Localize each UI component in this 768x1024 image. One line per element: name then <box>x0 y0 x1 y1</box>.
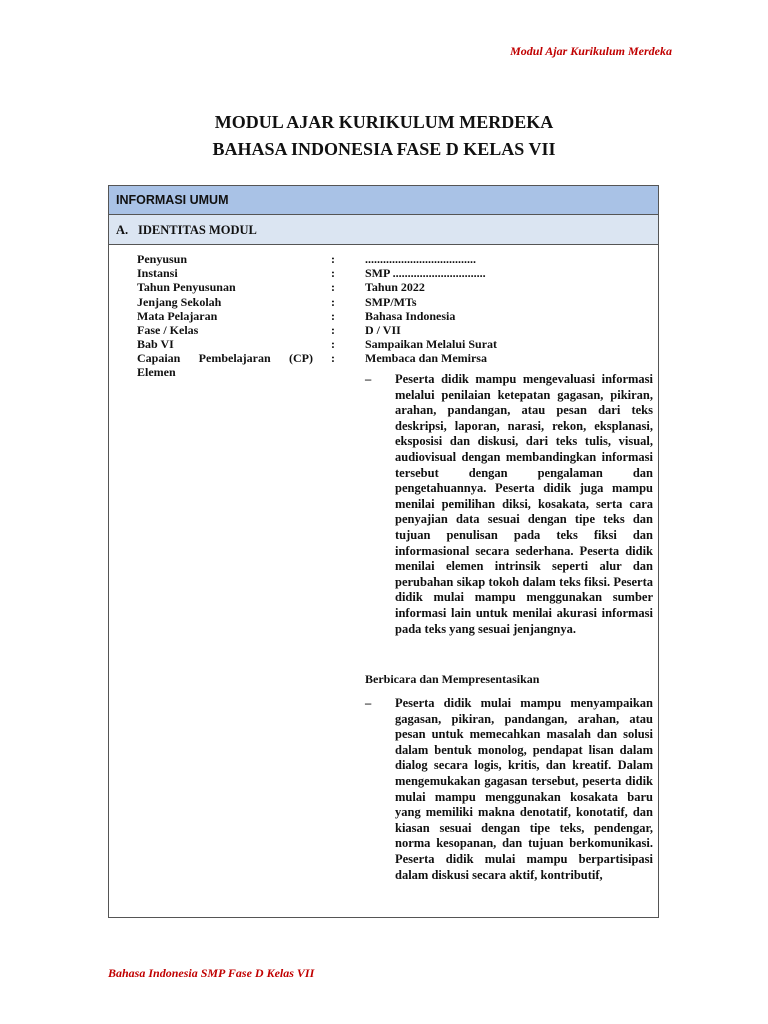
module-info-table <box>108 185 659 918</box>
field-label: Bab VI <box>137 337 174 352</box>
running-footer: Bahasa Indonesia SMP Fase D Kelas VII <box>108 966 315 980</box>
identity-fields <box>137 252 657 366</box>
field-value: SMP ............................... <box>365 266 486 281</box>
field-row <box>137 323 657 337</box>
field-label: Mata Pelajaran <box>137 308 218 323</box>
document-title-line-1: MODUL AJAR KURIKULUM MERDEKA <box>214 112 554 132</box>
field-label: Penyusun <box>137 252 188 266</box>
field-label: Tahun Penyusunan <box>137 280 236 295</box>
field-label: Fase / Kelas <box>137 322 199 337</box>
field-value: Membaca dan Memirsa <box>365 351 487 366</box>
document-title-line-2: BAHASA INDONESIA FASE D KELAS VII <box>212 139 556 159</box>
subsection-number: A. <box>116 223 129 237</box>
subsection-title: IDENTITAS MODUL <box>138 223 257 237</box>
field-row <box>137 252 657 266</box>
field-row <box>137 337 657 351</box>
field-colon: : <box>331 308 335 323</box>
elemen-label: Elemen <box>137 365 176 379</box>
field-value: SMP/MTs <box>365 294 417 309</box>
field-value: D / VII <box>365 322 401 337</box>
field-value: Tahun 2022 <box>365 280 425 295</box>
field-row <box>137 280 657 294</box>
field-colon: : <box>331 252 335 266</box>
field-value: ..................................... <box>365 252 476 266</box>
field-colon: : <box>331 266 335 281</box>
cp-membaca-paragraph: Peserta didik mampu mengevaluasi informasi melalui penilaian ketepatan gagasan, pikiran, arahan, pandangan, atau pesan dari teks deskripsi, laporan, narasi, rekon, eksplanasi, eksposisi dan diskusi, dari teks tulis, visual, audiovisual dengan membandingkan informasi tersebut dengan pengalaman dan pengetahuannya. Peserta didik juga mampu menilai pemilihan diksi, kosakata, serta cara penyajian data sesuai dengan tipe teks dan tujuan penulisan pada teks fiksi dan informasional secara sederhana. Peserta didik menilai elemen intrinsik seperti alur dan perubahan sikap tokoh dalam teks fiksi. Peserta didik mulai mampu menggunakan sumber informasi lain untuk menilai akurasi informasi pada teks yang sesuai jenjangnya. <box>395 372 653 636</box>
subsection-identitas-modul <box>109 215 658 245</box>
running-header: Modul Ajar Kurikulum Merdeka <box>510 44 672 58</box>
cp-label: Capaian Pembelajaran (CP) <box>137 351 313 365</box>
field-value: Sampaikan Melalui Surat <box>365 337 498 352</box>
field-row <box>137 266 657 280</box>
field-label: Instansi <box>137 266 178 281</box>
dash-bullet: – <box>365 696 372 710</box>
cp-berbicara-paragraph: Peserta didik mulai mampu menyampaikan gagasan, pikiran, pandangan, arahan, atau pesan untuk memecahkan masalah dan solusi dalam bentuk monolog, pendapat lisan dalam dialog secara logis, kritis, dan kreatif. Dalam mengemukakan gagasan tersebut, peserta didik mulai mampu menggunakan kosakata baru yang memiliki makna denotatif, konotatif, dan kiasan sesuai dengan tipe teks, pendengar, norma kesopanan, dan tujuan berkomunikasi. Peserta didik mulai mampu berpartisipasi dalam diskusi secara aktif, kontributif, <box>395 696 653 882</box>
field-row <box>137 309 657 323</box>
dash-bullet: – <box>365 372 372 386</box>
field-row <box>137 295 657 309</box>
field-colon: : <box>331 351 335 366</box>
field-colon: : <box>331 337 335 352</box>
field-colon: : <box>331 294 335 309</box>
field-label: Jenjang Sekolah <box>137 294 222 309</box>
field-value: Bahasa Indonesia <box>365 308 456 323</box>
field-colon: : <box>331 322 335 337</box>
section-header-informasi-umum: INFORMASI UMUM <box>109 186 658 215</box>
subheading-berbicara: Berbicara dan Mempresentasikan <box>365 672 540 686</box>
field-colon: : <box>331 280 335 295</box>
